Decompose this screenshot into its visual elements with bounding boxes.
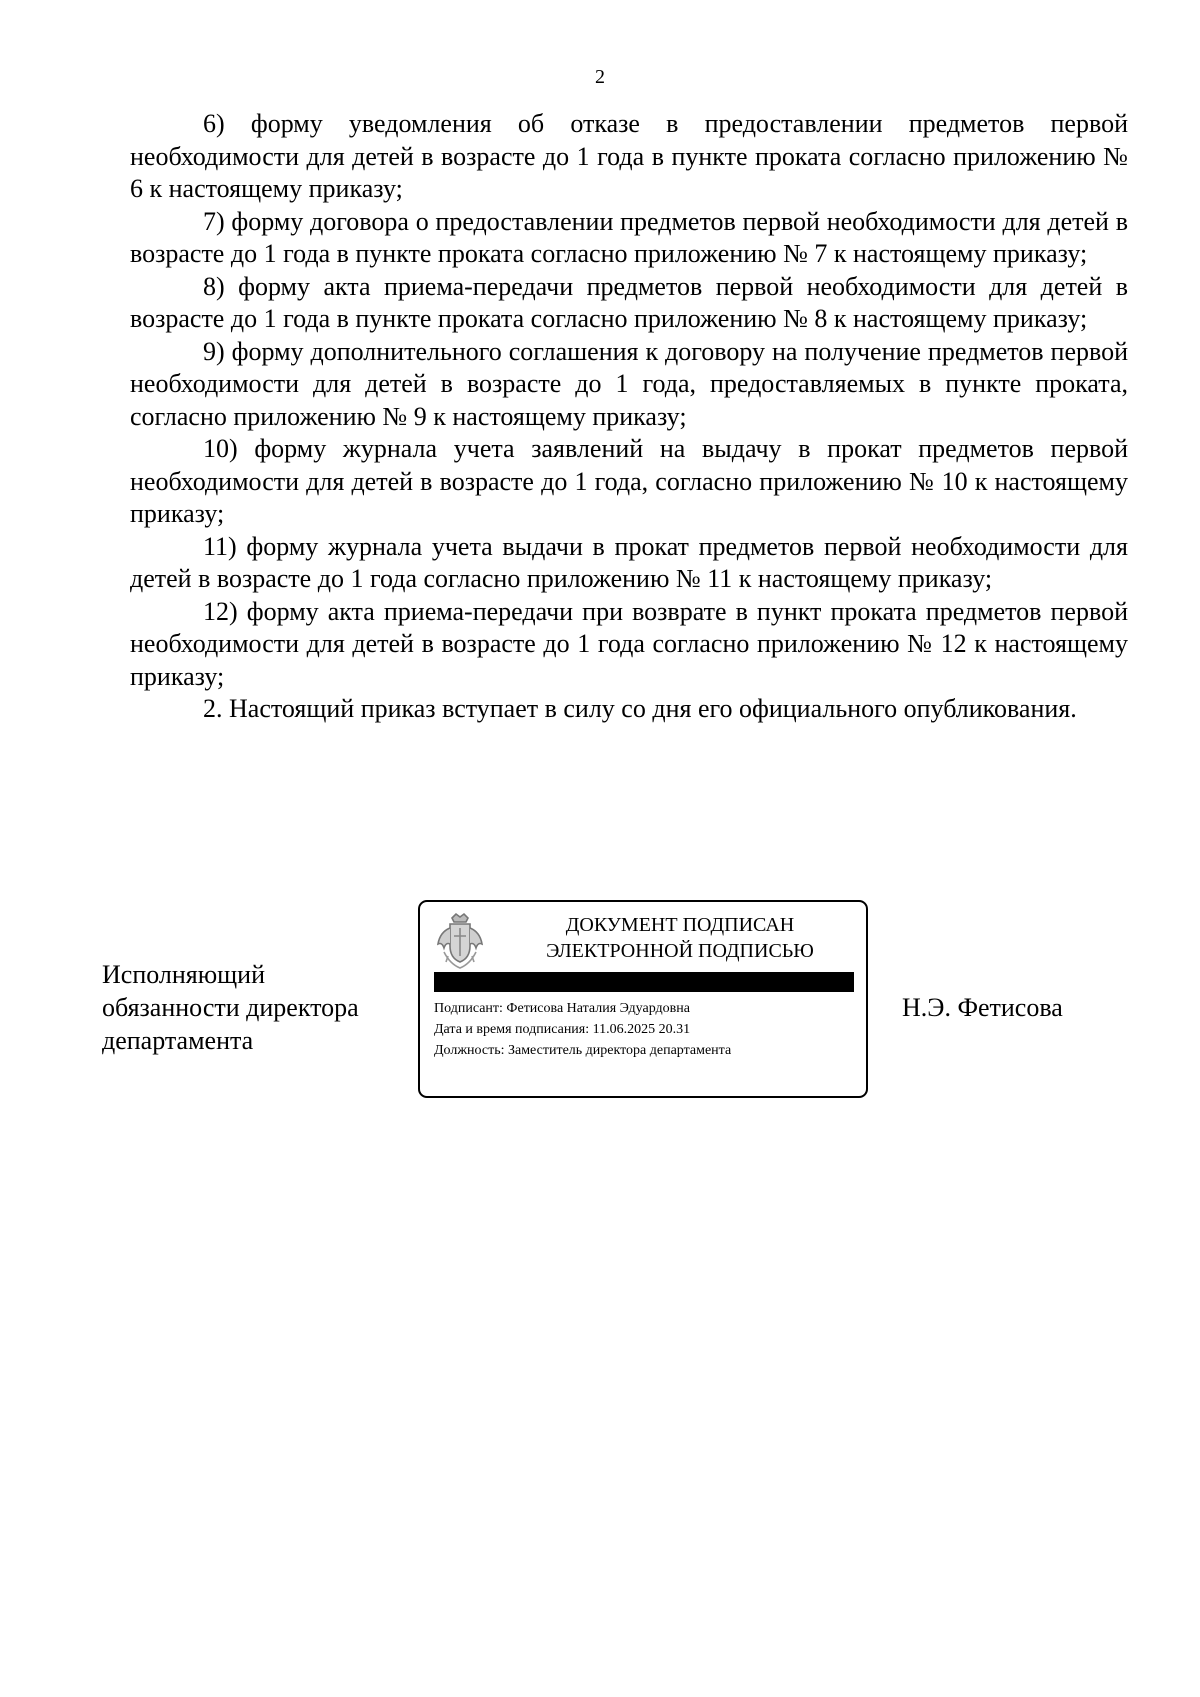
coat-of-arms-icon (434, 912, 486, 970)
document-body (130, 108, 1128, 726)
page-number: 2 (595, 66, 605, 88)
paragraph-item-9: 9) форму дополнительного соглашения к договору на получение предметов первой необходимости для детей в возрасте до 1 года, предоставляемых в пункте проката, согласно приложению № 9 к настоящему приказу; (130, 336, 1128, 431)
stamp-title (500, 912, 860, 964)
paragraph-item-8: 8) форму акта приема-передачи предметов первой необходимости для детей в возрасте до 1 года в пункте проката согласно приложению № 8 к настоящему приказу; (130, 271, 1128, 333)
stamp-title-line: ЭЛЕКТРОННОЙ ПОДПИСЬЮ (546, 940, 814, 962)
signer-position-line: Исполняющий (102, 960, 266, 989)
paragraph-item-6: 6) форму уведомления об отказе в предоставлении предметов первой необходимости для детей в возрасте до 1 года в пункте проката согласно приложению № 6 к настоящему приказу; (130, 109, 1128, 203)
paragraph-item-10: 10) форму журнала учета заявлений на выдачу в прокат предметов первой необходимости для детей в возрасте до 1 года, согласно приложению № 10 к настоящему приказу; (130, 434, 1128, 528)
paragraph-item-12: 12) форму акта приема-передачи при возврате в пункт проката предметов первой необходимости для детей в возрасте до 1 года согласно приложению № 12 к настоящему приказу; (130, 596, 1128, 691)
signer-position (102, 958, 359, 1057)
stamp-signer: Подписант: Фетисова Наталия Эдуардовна (434, 1001, 690, 1016)
paragraph-item-7: 7) форму договора о предоставлении предметов первой необходимости для детей в возрасте до 1 года в пункте проката согласно приложению № 7 к настоящему приказу; (130, 206, 1128, 268)
electronic-signature-stamp (418, 900, 868, 1098)
stamp-role: Должность: Заместитель директора департамента (434, 1043, 732, 1058)
certificate-redaction-bar (434, 972, 854, 992)
stamp-details (434, 998, 731, 1061)
signer-position-line: обязанности директора (102, 993, 359, 1022)
stamp-datetime: Дата и время подписания: 11.06.2025 20.31 (434, 1022, 691, 1037)
paragraph-effective-date: 2. Настоящий приказ вступает в силу со дня его официального опубликования. (203, 694, 1077, 723)
signer-position-line: департамента (102, 1026, 254, 1055)
signer-name: Н.Э. Фетисова (902, 993, 1063, 1022)
paragraph-item-11: 11) форму журнала учета выдачи в прокат предметов первой необходимости для детей в возрасте до 1 года согласно приложению № 11 к настоящему приказу; (130, 531, 1128, 593)
stamp-title-line: ДОКУМЕНТ ПОДПИСАН (565, 914, 795, 936)
